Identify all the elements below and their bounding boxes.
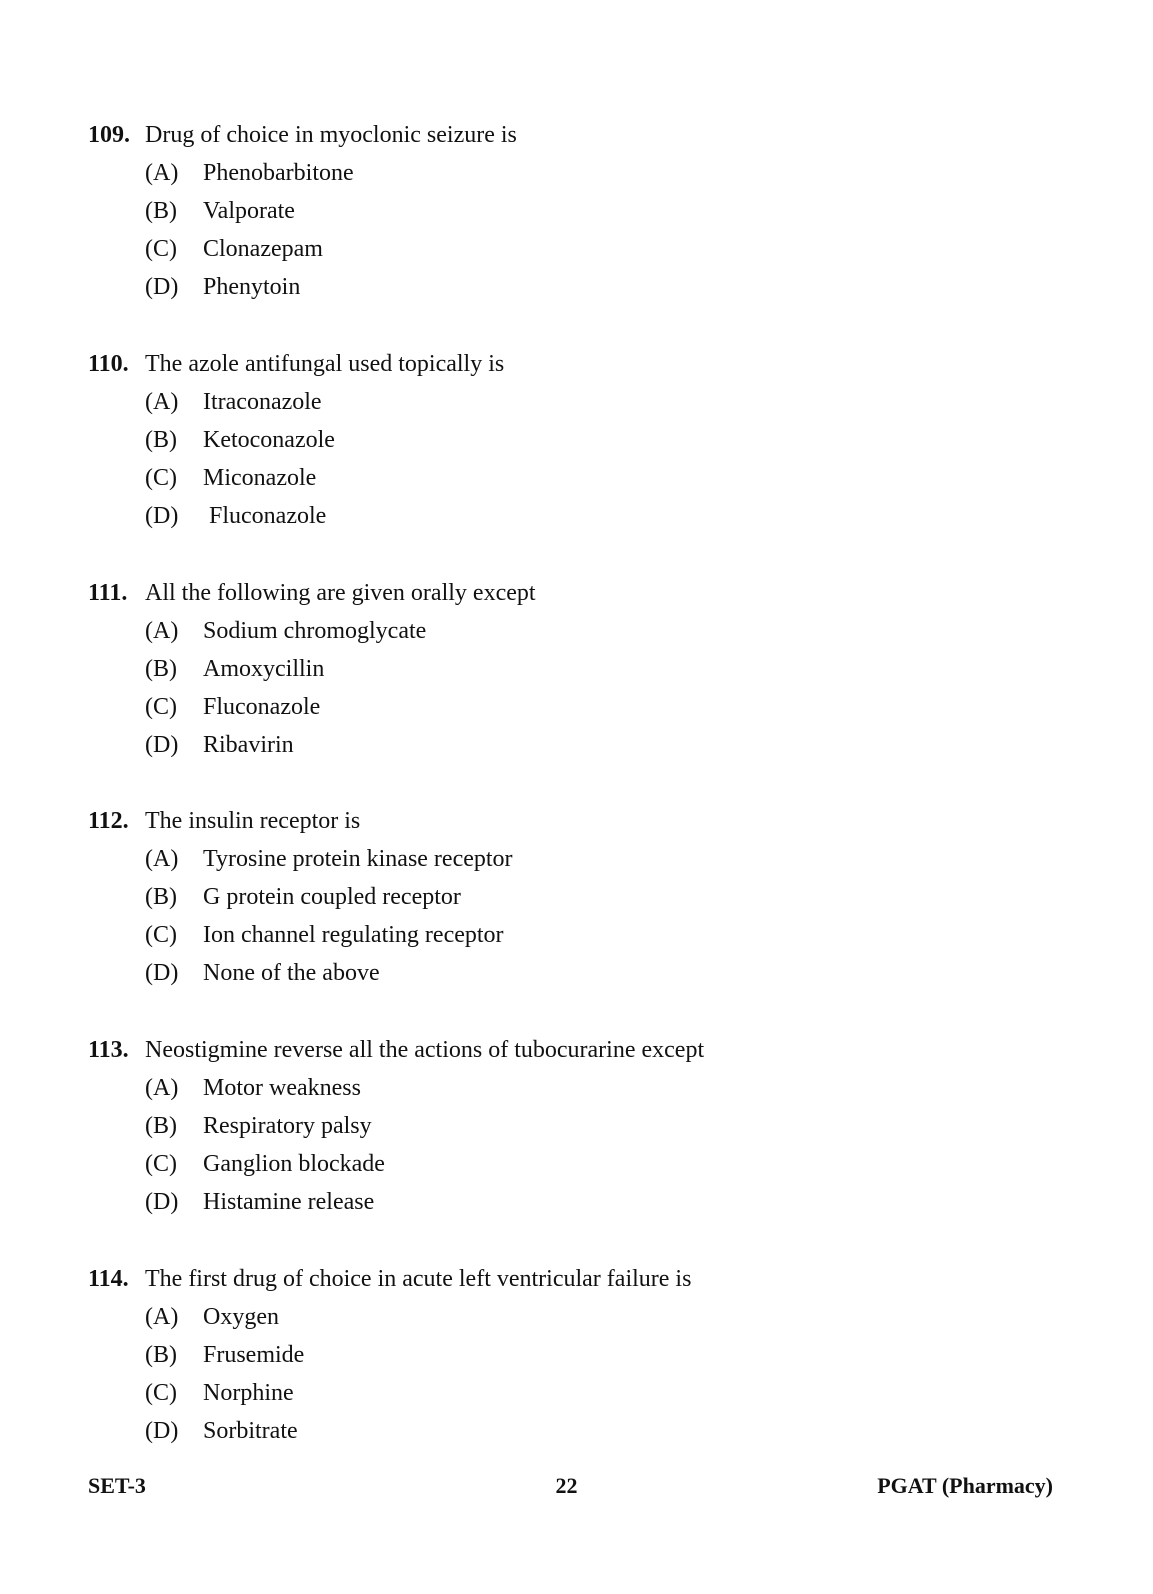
option-d	[88, 1183, 1068, 1221]
option-label: (D)	[145, 503, 179, 529]
option-b	[88, 1107, 1068, 1145]
option-text: Fluconazole	[203, 503, 327, 529]
option-text: Clonazepam	[203, 236, 323, 262]
option-label: (A)	[145, 618, 179, 644]
option-label: (A)	[145, 160, 179, 186]
option-text: Ketoconazole	[203, 427, 335, 453]
option-a	[88, 383, 1068, 421]
question-text: The azole antifungal used topically is	[145, 351, 505, 377]
option-c	[88, 1374, 1068, 1412]
option-text: Miconazole	[203, 465, 317, 491]
option-text: Frusemide	[203, 1342, 305, 1368]
option-b	[88, 878, 1068, 916]
option-label: (C)	[145, 922, 177, 948]
option-text: Fluconazole	[203, 694, 321, 720]
option-text: None of the above	[203, 960, 380, 986]
question-number: 112.	[88, 808, 129, 834]
option-label: (C)	[145, 236, 177, 262]
question-stem	[88, 574, 1068, 612]
option-label: (B)	[145, 1342, 177, 1368]
option-d	[88, 497, 1068, 535]
option-a	[88, 154, 1068, 192]
option-text: Tyrosine protein kinase receptor	[203, 846, 513, 872]
option-label: (A)	[145, 1304, 179, 1330]
option-label: (C)	[145, 1151, 177, 1177]
option-label: (A)	[145, 389, 179, 415]
question-number: 109.	[88, 122, 130, 148]
option-label: (C)	[145, 1380, 177, 1406]
question-number: 110.	[88, 351, 129, 377]
option-text: Norphine	[203, 1380, 294, 1406]
option-b	[88, 192, 1068, 230]
option-text: Motor weakness	[203, 1075, 361, 1101]
option-b	[88, 421, 1068, 459]
option-d	[88, 726, 1068, 764]
option-label: (C)	[145, 694, 177, 720]
question-stem	[88, 802, 1068, 840]
option-d	[88, 954, 1068, 992]
option-label: (C)	[145, 465, 177, 491]
question-113	[88, 1031, 1068, 1221]
option-text: Sorbitrate	[203, 1418, 298, 1444]
question-text: The first drug of choice in acute left ventricular failure is	[145, 1266, 692, 1292]
question-number: 113.	[88, 1037, 129, 1063]
option-label: (B)	[145, 656, 177, 682]
option-text: Histamine release	[203, 1189, 375, 1215]
question-109	[88, 116, 1068, 306]
option-label: (A)	[145, 1075, 179, 1101]
option-label: (B)	[145, 1113, 177, 1139]
question-number: 114.	[88, 1266, 129, 1292]
option-a	[88, 1298, 1068, 1336]
option-d	[88, 1412, 1068, 1450]
footer-page-number: 22	[555, 1473, 578, 1498]
question-text: All the following are given orally except	[145, 580, 536, 606]
footer-set-code: SET-3	[88, 1473, 146, 1498]
option-c	[88, 1145, 1068, 1183]
option-text: Respiratory palsy	[203, 1113, 372, 1139]
option-label: (D)	[145, 732, 179, 758]
option-label: (D)	[145, 960, 179, 986]
option-c	[88, 230, 1068, 268]
option-text: Itraconazole	[203, 389, 322, 415]
option-text: Amoxycillin	[203, 656, 325, 682]
option-a	[88, 1069, 1068, 1107]
question-114	[88, 1260, 1068, 1450]
option-label: (B)	[145, 884, 177, 910]
option-text: G protein coupled receptor	[203, 884, 461, 910]
option-text: Sodium chromoglycate	[203, 618, 427, 644]
option-label: (B)	[145, 198, 177, 224]
question-number: 111.	[88, 580, 128, 606]
question-stem	[88, 116, 1068, 154]
option-c	[88, 916, 1068, 954]
option-text: Ion channel regulating receptor	[203, 922, 504, 948]
option-text: Phenobarbitone	[203, 160, 354, 186]
option-label: (D)	[145, 274, 179, 300]
option-a	[88, 840, 1068, 878]
option-a	[88, 612, 1068, 650]
footer-exam-title: PGAT (Pharmacy)	[877, 1473, 1053, 1498]
question-111	[88, 574, 1068, 764]
question-text: Drug of choice in myoclonic seizure is	[145, 122, 517, 148]
option-text: Oxygen	[203, 1304, 279, 1330]
option-text: Phenytoin	[203, 274, 301, 300]
option-c	[88, 459, 1068, 497]
question-stem	[88, 1031, 1068, 1069]
question-stem	[88, 1260, 1068, 1298]
option-label: (D)	[145, 1189, 179, 1215]
option-text: Ganglion blockade	[203, 1151, 385, 1177]
option-d	[88, 268, 1068, 306]
option-text: Valporate	[203, 198, 295, 224]
question-112	[88, 802, 1068, 992]
option-b	[88, 1336, 1068, 1374]
option-label: (D)	[145, 1418, 179, 1444]
question-110	[88, 345, 1068, 535]
question-stem	[88, 345, 1068, 383]
option-label: (B)	[145, 427, 177, 453]
question-text: The insulin receptor is	[145, 808, 361, 834]
option-text: Ribavirin	[203, 732, 294, 758]
option-b	[88, 650, 1068, 688]
option-label: (A)	[145, 846, 179, 872]
option-c	[88, 688, 1068, 726]
question-text: Neostigmine reverse all the actions of tubocurarine except	[145, 1037, 705, 1063]
